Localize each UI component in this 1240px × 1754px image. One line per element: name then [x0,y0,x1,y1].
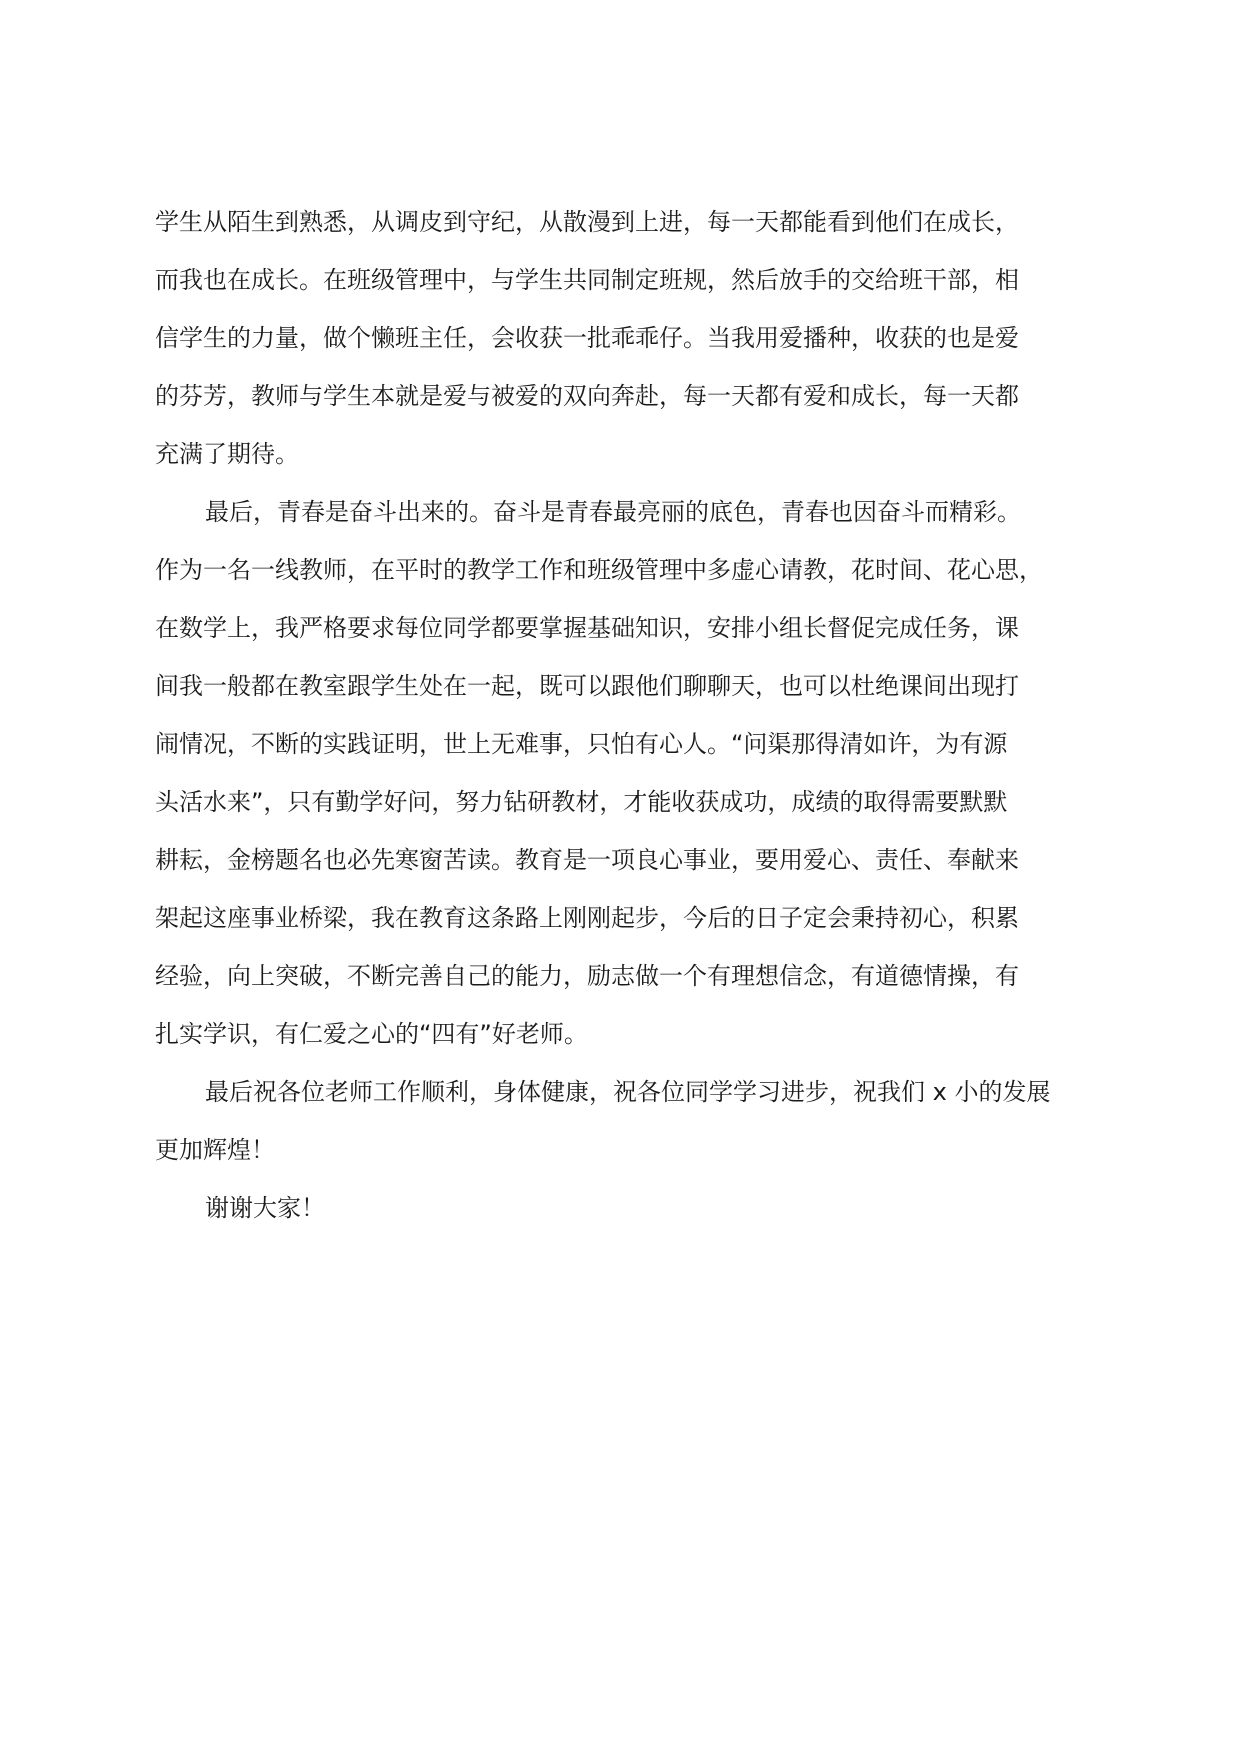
text-line: 充满了期待。 [155,440,299,468]
speech-text-block [155,193,1095,1237]
text-line: 头活水来”，只有勤学好问，努力钻研教材，才能收获成功，成绩的取得需要默默 [155,788,1008,816]
text-line: 学生从陌生到熟悉，从调皮到守纪，从散漫到上进，每一天都能看到他们在成长， [155,208,1019,236]
text-line: 更加辉煌！ [155,1136,275,1164]
text-line: 耕耘，金榜题名也必先寒窗苦读。教育是一项良心事业，要用爱心、责任、奉献来 [155,846,1019,874]
text-line: 在数学上，我严格要求每位同学都要掌握基础知识，安排小组长督促完成任务，课 [155,614,1019,642]
paragraph-start-line: 最后祝各位老师工作顺利，身体健康，祝各位同学学习进步，祝我们 x 小的发展 [205,1078,1051,1106]
text-line: 架起这座事业桥梁，我在教育这条路上刚刚起步，今后的日子定会秉持初心，积累 [155,904,1019,932]
closing-line: 谢谢大家！ [205,1194,325,1222]
text-line: 扎实学识，有仁爱之心的“四有”好老师。 [155,1020,588,1048]
text-line: 经验，向上突破，不断完善自己的能力，励志做一个有理想信念，有道德情操，有 [155,962,1019,990]
text-line: 闹情况，不断的实践证明，世上无难事，只怕有心人。“问渠那得清如许，为有源 [155,730,1008,758]
text-line: 的芬芳，教师与学生本就是爱与被爱的双向奔赴，每一天都有爱和成长，每一天都 [155,382,1019,410]
paragraph-start-line: 最后，青春是奋斗出来的。奋斗是青春最亮丽的底色，青春也因奋斗而精彩。 [205,498,1021,526]
text-line: 信学生的力量，做个懒班主任，会收获一批乖乖仔。当我用爱播种，收获的也是爱 [155,324,1019,352]
text-line: 间我一般都在教室跟学生处在一起，既可以跟他们聊聊天，也可以杜绝课间出现打 [155,672,1019,700]
text-line: 作为一名一线教师，在平时的教学工作和班级管理中多虚心请教，花时间、花心思， [155,556,1043,584]
text-line: 而我也在成长。在班级管理中，与学生共同制定班规，然后放手的交给班干部，相 [155,266,1019,294]
